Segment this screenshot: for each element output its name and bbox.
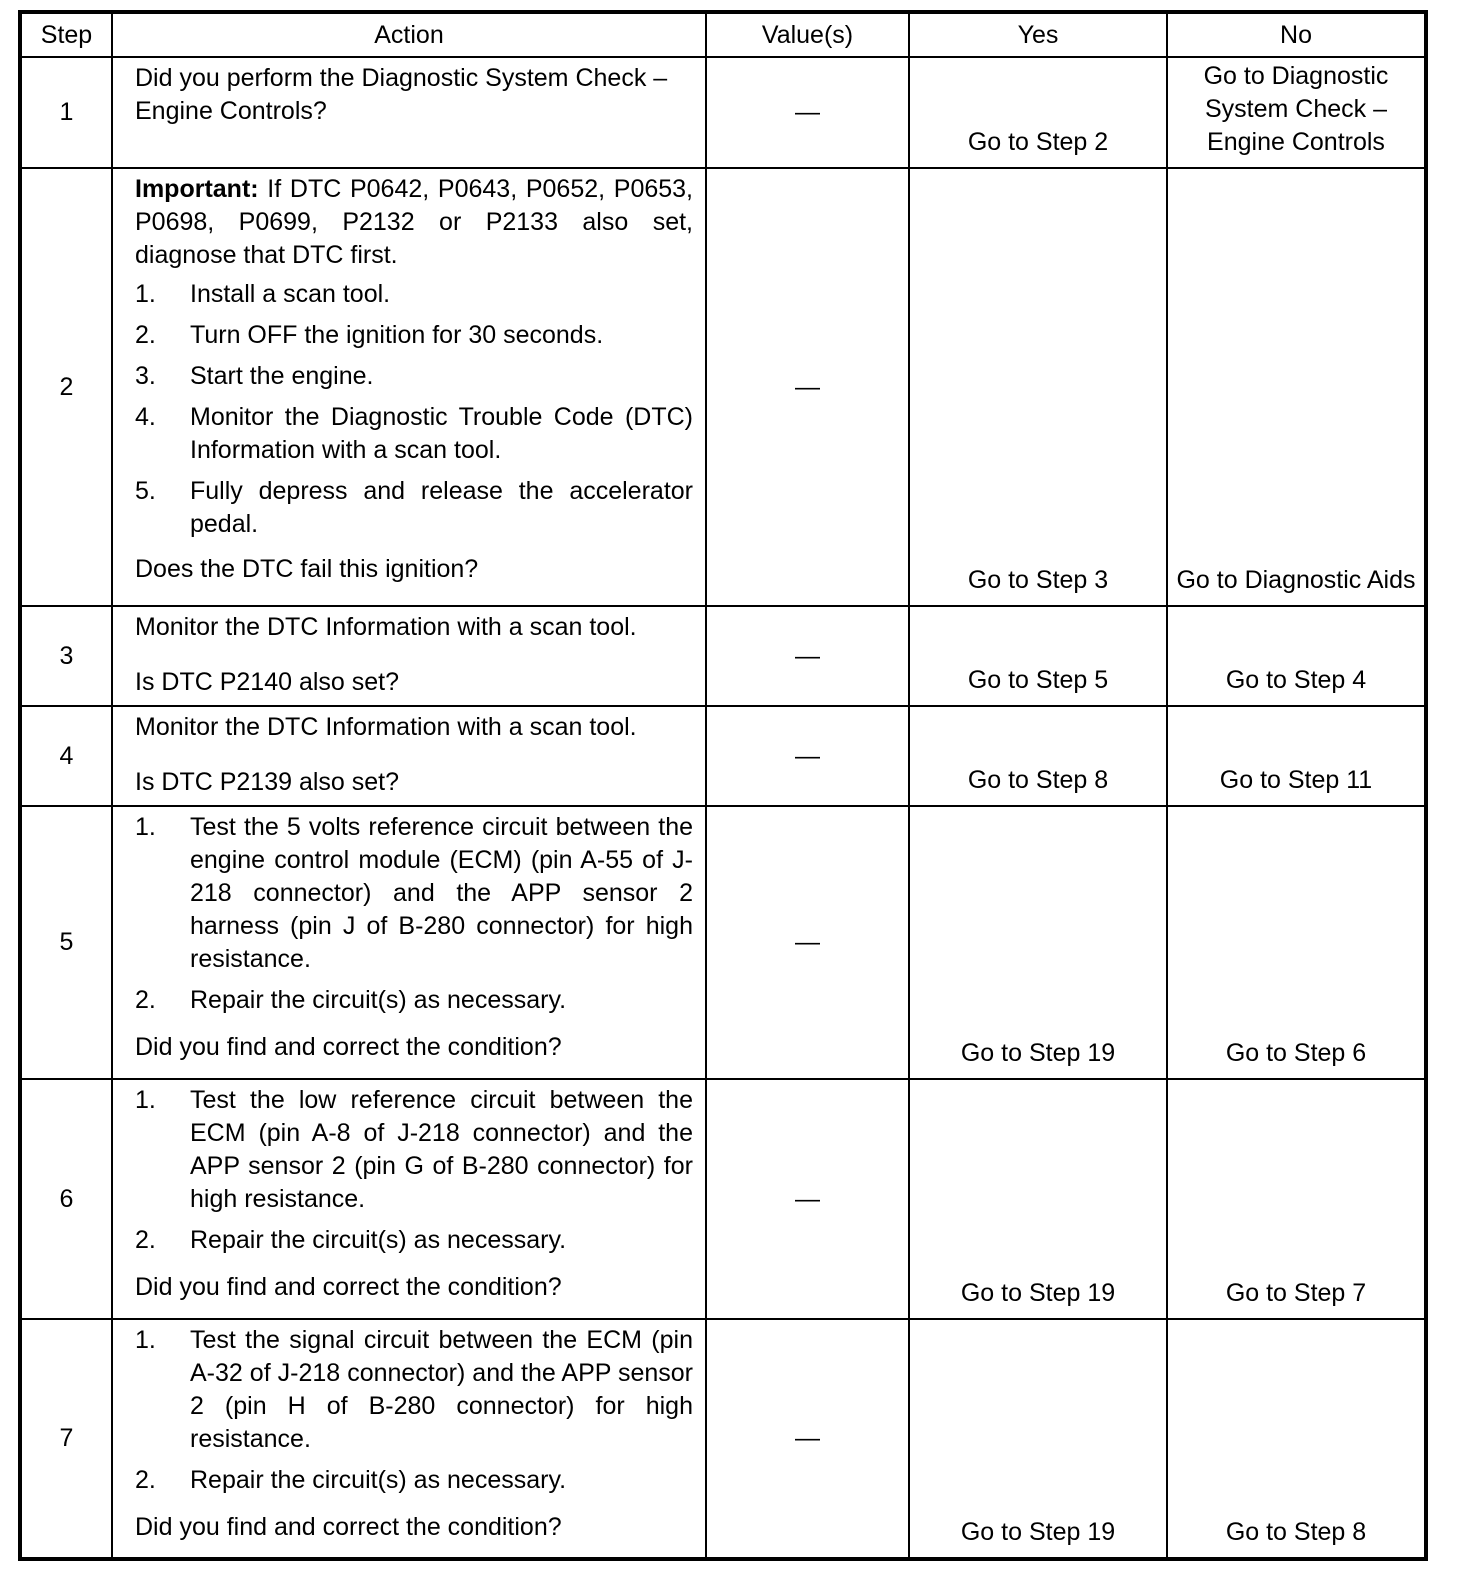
list-item: 3. Start the engine. [135, 362, 374, 390]
list-item: 1. Test the 5 volts reference circuit between the engine control module (ECM) (pin A-55 of J-218 connector) and the APP sensor 2 harness (pin J of B-280 connector) for high resistance. [135, 813, 693, 973]
no-cell: Go to Step 8 [1167, 1319, 1426, 1559]
yes-cell: Go to Step 8 [909, 706, 1167, 806]
list-item: 4. Monitor the Diagnostic Trouble Code (DTC) Information with a scan tool. [135, 403, 693, 464]
important-note [135, 173, 693, 272]
action-steps-list [135, 1084, 693, 1257]
header-row [20, 12, 1426, 57]
step-number: 3 [20, 606, 112, 706]
list-item: 2. Repair the circuit(s) as necessary. [135, 986, 567, 1014]
list-item: 5. Fully depress and release the accelerator pedal. [135, 477, 693, 538]
list-item: 2. Repair the circuit(s) as necessary. [135, 1226, 567, 1254]
action-cell [112, 706, 706, 806]
action-steps-list [135, 1324, 693, 1497]
table-row-step-6 [20, 1079, 1426, 1319]
action-question: Did you find and correct the condition? [135, 1033, 562, 1061]
action-question: Is DTC P2139 also set? [135, 768, 400, 796]
no-cell: Go to Step 4 [1167, 606, 1426, 706]
value-cell: — [706, 1079, 909, 1319]
action-text: Monitor the DTC Information with a scan tool. [135, 613, 637, 641]
diagnostic-table [18, 10, 1428, 1561]
action-question: Is DTC P2140 also set? [135, 668, 400, 696]
value-cell: — [706, 57, 909, 168]
action-question: Did you find and correct the condition? [135, 1513, 562, 1541]
action-cell [112, 606, 706, 706]
yes-cell: Go to Step 19 [909, 806, 1167, 1079]
diagnostic-procedure-page [18, 10, 1428, 1561]
no-cell: Go to Step 7 [1167, 1079, 1426, 1319]
list-item: 1. Test the low reference circuit between the ECM (pin A-8 of J-218 connector) and the APP sensor 2 (pin G of B-280 connector) for high resistance. [135, 1086, 693, 1213]
table-row-step-7 [20, 1319, 1426, 1559]
action-question: Does the DTC fail this ignition? [135, 555, 479, 583]
header-values: Value(s) [706, 12, 909, 57]
no-cell: Go to Step 11 [1167, 706, 1426, 806]
step-number: 5 [20, 806, 112, 1079]
header-yes: Yes [909, 12, 1167, 57]
table-row-step-2 [20, 168, 1426, 606]
action-cell [112, 1079, 706, 1319]
list-item: 1. Test the signal circuit between the ECM (pin A-32 of J-218 connector) and the APP sensor 2 (pin H of B-280 connector) for high resistance. [135, 1326, 693, 1453]
action-cell [112, 57, 706, 168]
no-cell: Go to Diagnostic Aids [1167, 168, 1426, 606]
table-row-step-4 [20, 706, 1426, 806]
table-row-step-1 [20, 57, 1426, 168]
header-action: Action [112, 12, 706, 57]
yes-cell: Go to Step 19 [909, 1079, 1167, 1319]
yes-cell: Go to Step 19 [909, 1319, 1167, 1559]
step-number: 2 [20, 168, 112, 606]
action-steps-list [135, 278, 693, 541]
important-label: Important: [135, 175, 259, 203]
step-number: 7 [20, 1319, 112, 1559]
list-item: 2. Repair the circuit(s) as necessary. [135, 1466, 567, 1494]
action-cell [112, 168, 706, 606]
header-step: Step [20, 12, 112, 57]
list-item: 2. Turn OFF the ignition for 30 seconds. [135, 321, 604, 349]
action-text: Monitor the DTC Information with a scan tool. [135, 713, 637, 741]
list-item: 1. Install a scan tool. [135, 280, 391, 308]
value-cell: — [706, 168, 909, 606]
no-cell: Go to Step 6 [1167, 806, 1426, 1079]
value-cell: — [706, 606, 909, 706]
table-row-step-5 [20, 806, 1426, 1079]
action-question: Did you find and correct the condition? [135, 1273, 562, 1301]
action-cell [112, 806, 706, 1079]
action-text: Did you perform the Diagnostic System Check – Engine Controls? [135, 64, 668, 125]
no-cell: Go to Diagnostic System Check – Engine Controls [1167, 57, 1426, 168]
important-text: If DTC P0642, P0643, P0652, P0653, P0698, P0699, P2132 or P2133 also set, diagnose that DTC first. [135, 175, 693, 269]
value-cell: — [706, 1319, 909, 1559]
yes-cell: Go to Step 5 [909, 606, 1167, 706]
action-cell [112, 1319, 706, 1559]
step-number: 4 [20, 706, 112, 806]
action-steps-list [135, 811, 693, 1017]
step-number: 6 [20, 1079, 112, 1319]
value-cell: — [706, 806, 909, 1079]
yes-cell: Go to Step 2 [909, 57, 1167, 168]
table-row-step-3 [20, 606, 1426, 706]
header-no: No [1167, 12, 1426, 57]
value-cell: — [706, 706, 909, 806]
yes-cell: Go to Step 3 [909, 168, 1167, 606]
step-number: 1 [20, 57, 112, 168]
